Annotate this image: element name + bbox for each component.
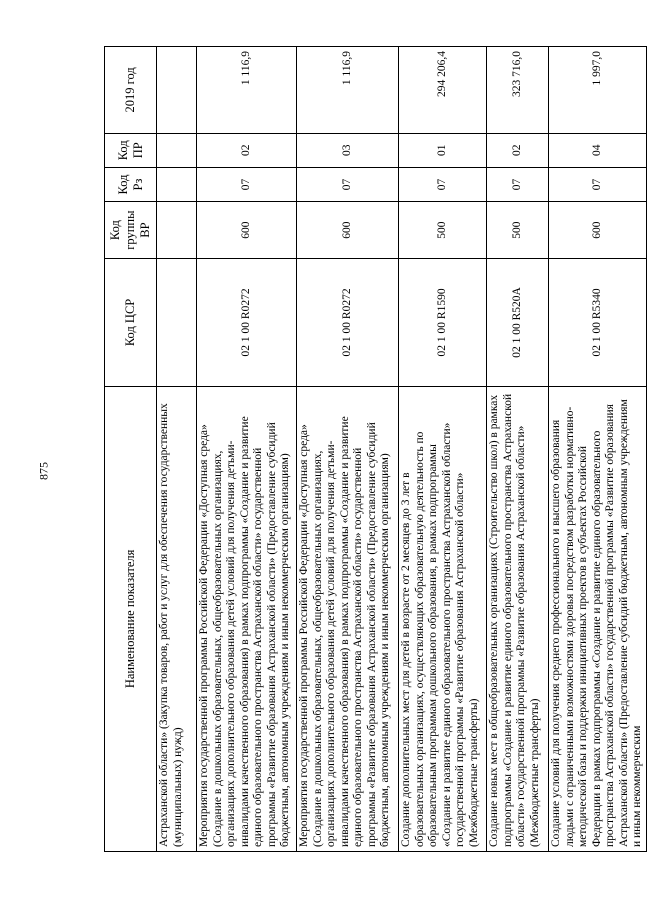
row-csr: 02 1 00 R5340 <box>549 259 647 387</box>
budget-table <box>104 46 647 852</box>
row-rz: 07 <box>399 167 487 201</box>
row-vr: 600 <box>549 202 647 259</box>
row-pr <box>157 133 197 167</box>
row-value: 1 116,9 <box>197 47 297 134</box>
row-csr: 02 1 00 R1590 <box>399 259 487 387</box>
row-name: Создание дополнительных мест для детей в возрасте от 2 месяцев до 3 лет в образовательных организациях, осуществляющих образовательную деятельность по образовательным программам дошкольного образования, в рамках подпрограммы «Создание и развитие единого образовательного пространства Астраханской области» государственной программы «Развитие образования Астраханской области» (Межбюджетные трансферты) <box>399 386 487 851</box>
row-vr: 600 <box>297 202 399 259</box>
row-value: 1 997,0 <box>549 47 647 134</box>
row-name: Мероприятия государственной программы Российской Федерации «Доступная среда» (Создание в дошкольных образовательных, общеобразовательных организациях, организациях дополнительного образования детей условий для получения детьми-инвалидами качественного образования) в рамках подпрограммы «Создание и развитие единого образовательного пространства Астраханской области» государственной программы «Развитие образования Астраханской области» (Предоставление субсидий бюджетным, автономным учреждениям и иным некоммерческим организациям) <box>197 386 297 851</box>
row-pr: 01 <box>399 133 487 167</box>
row-csr: 02 1 00 R0272 <box>197 259 297 387</box>
row-name: Создание условий для получения среднего профессионального и высшего образования людьми с ограниченными возможностями здоровья посредством разработки нормативно-методической базы и поддержки инициативных проектов в субъектах Российской Федерации в рамках подпрограммы «Создание и развитие единого образовательного пространства Астраханской области» государственной программы «Развитие образования Астраханской области» (Предоставление субсидий бюджетным, автономным учреждениям и иным некоммерческим <box>549 386 647 851</box>
col-header-pr: Код ПР <box>105 133 157 167</box>
row-name: Мероприятия государственной программы Российской Федерации «Доступная среда» (Создание в дошкольных образовательных, общеобразовательных организациях, организациях дополнительного образования детей условий для получения детьми-инвалидами качественного образования) в рамках подпрограммы «Создание и развитие единого образовательного пространства Астраханской области» государственной программы «Развитие образования Астраханской области» (Предоставление субсидий бюджетным, автономным учреждениям и иным некоммерческим организациям) <box>297 386 399 851</box>
row-pr: 03 <box>297 133 399 167</box>
row-vr: 500 <box>487 202 549 259</box>
rotated-page <box>104 46 644 852</box>
row-vr <box>157 202 197 259</box>
row-rz: 07 <box>297 167 399 201</box>
row-value: 294 206,4 <box>399 47 487 134</box>
row-vr: 600 <box>197 202 297 259</box>
row-pr: 02 <box>197 133 297 167</box>
row-name: Астраханской области» (Закупка товаров, работ и услуг для обеспечения государственных (муниципальных) нужд) <box>157 386 197 851</box>
col-header-vr: Код группы ВР <box>105 202 157 259</box>
row-pr: 02 <box>487 133 549 167</box>
row-vr: 500 <box>399 202 487 259</box>
table-row <box>197 47 297 852</box>
col-header-name: Наименование показателя <box>105 386 157 851</box>
row-value: 1 116,9 <box>297 47 399 134</box>
table-row <box>399 47 487 852</box>
row-pr: 04 <box>549 133 647 167</box>
row-rz: 07 <box>549 167 647 201</box>
table-row <box>487 47 549 852</box>
table-row <box>549 47 647 852</box>
table-row <box>157 47 197 852</box>
row-csr: 02 1 00 R0272 <box>297 259 399 387</box>
row-csr <box>157 259 197 387</box>
row-rz: 07 <box>197 167 297 201</box>
col-header-year: 2019 год <box>105 47 157 134</box>
row-value <box>157 47 197 134</box>
col-header-csr: Код ЦСР <box>105 259 157 387</box>
col-header-rz: Код Рз <box>105 167 157 201</box>
table-row <box>297 47 399 852</box>
row-value: 323 716,0 <box>487 47 549 134</box>
row-csr: 02 1 00 R520A <box>487 259 549 387</box>
row-name: Создание новых мест в общеобразовательных организациях (Строительство школ) в рамках подпрограммы «Создание и развитие единого образовательного пространства Астраханской области» государственной программы «Развитие образования Астраханской области» (Межбюджетные трансферты) <box>487 386 549 851</box>
row-rz: 07 <box>487 167 549 201</box>
page-number: 875 <box>36 461 51 480</box>
header-row <box>105 47 157 852</box>
row-rz <box>157 167 197 201</box>
